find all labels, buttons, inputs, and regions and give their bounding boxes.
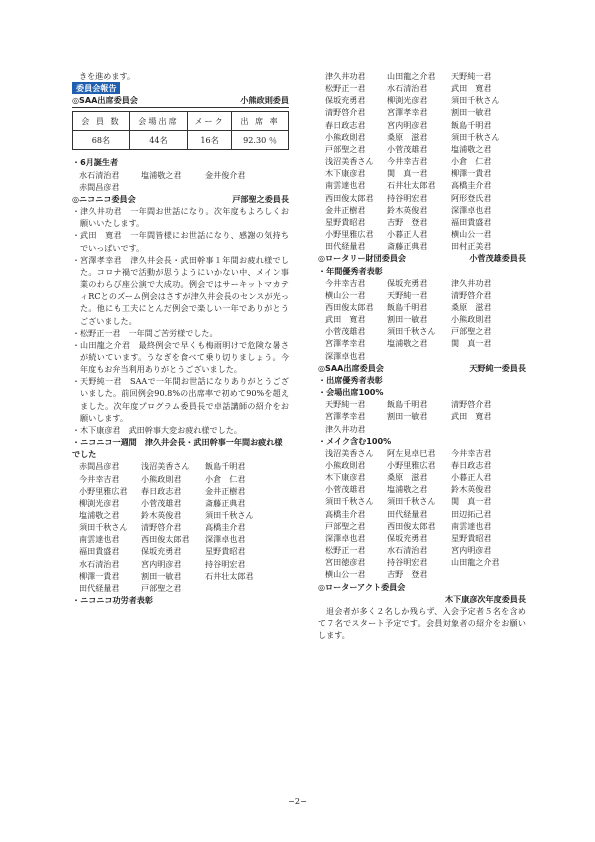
- member-name: 割田一敏君: [387, 411, 428, 422]
- rotary-names: [318, 277, 526, 362]
- member-name: 福田貴盛君: [79, 546, 120, 557]
- member-name: 塩浦敬之君: [387, 484, 428, 495]
- member-name: 浅沼美香さん: [325, 156, 374, 167]
- member-name: 小暮正人君: [387, 229, 428, 240]
- member-name: 今井幸吉君: [325, 277, 366, 288]
- bullet-dot: ・: [72, 254, 81, 265]
- member-name: 鈴木英俊君: [141, 510, 182, 520]
- member-name: 天野純一君: [387, 289, 428, 300]
- nikoniko-chair: 戸部聖之委員長: [232, 193, 289, 204]
- member-name: 宮田徳彦君: [325, 557, 366, 568]
- member-name: 保坂充勇君: [387, 277, 428, 288]
- comment-item: [72, 375, 289, 424]
- attendance-header-cell: 会場出席: [129, 112, 187, 131]
- comment-text: 天野純一君 SAAで一年間お世話になりありがとうございました。前回例会90.8%の出席率で初めて90%を超えました。次年度プログラム委員長で卓話講師の紹介をお願いします。: [80, 376, 289, 423]
- member-name: 桑原 滋君: [387, 131, 428, 142]
- week-names: [72, 460, 289, 594]
- member-name: [387, 423, 451, 435]
- member-name: 木下康彦君: [325, 168, 366, 179]
- member-name: 吉野 登君: [387, 569, 428, 580]
- attendance-header-cell: メーク: [188, 112, 232, 131]
- bullet-dot: ・: [72, 206, 81, 217]
- rotaract-chair: 木下康彦次年度委員長: [445, 593, 526, 604]
- member-name: [387, 350, 451, 362]
- member-name: 松野正一君: [325, 83, 366, 94]
- member-name: [451, 350, 526, 362]
- member-name: 田村正美君: [451, 241, 492, 252]
- rotaract-text: 退会者が多く２名しか残らず、入会予定者５名を含めて７名でスタート予定です。会員対象者の紹介をお願いします。: [318, 605, 526, 641]
- member-name: 持谷明宏君: [387, 557, 428, 568]
- member-name: 水石清治君: [387, 83, 428, 94]
- attendance-value-cell: 68名: [73, 131, 130, 150]
- member-name: 持谷明宏君: [387, 192, 428, 203]
- member-name: 宮澤孝幸君: [387, 107, 428, 118]
- attendance-header-row: [73, 112, 289, 131]
- attendance-value-cell: 16名: [188, 131, 232, 150]
- saa2-names2: [318, 447, 526, 581]
- member-name: 田代経量君: [79, 582, 120, 593]
- member-name: 星野貴昭君: [325, 216, 366, 227]
- member-name: 鈴木英俊君: [387, 204, 428, 215]
- member-name: 福田貴盛君: [451, 216, 492, 227]
- member-name: 春日政志君: [451, 460, 492, 470]
- member-name: 小菅茂雄君: [387, 143, 428, 154]
- member-name: 赤間昌彦君: [79, 461, 120, 472]
- member-name: 清野啓介君: [451, 289, 492, 300]
- member-name: 吉野 登君: [387, 216, 428, 227]
- section-tag-wrap: [72, 82, 289, 94]
- comment-text: 山田龍之介君 最終例会で早くも梅雨明けで危険な暑さが続いています。うなぎを食べて乗り切りましょう。今年度もお弁当利用ありがとうございました。: [80, 339, 289, 375]
- member-name: 石井壮太郎君: [205, 570, 254, 581]
- attendance-value-row: [73, 131, 289, 150]
- member-name: 保坂充勇君: [387, 532, 428, 543]
- comment-item: [72, 254, 289, 327]
- member-name: 西田俊太郎君: [141, 534, 190, 545]
- member-name: 今井幸吉君: [451, 447, 492, 458]
- comment-item: [72, 327, 289, 339]
- saa-attendance-chair: 小熊政則委員: [240, 95, 289, 106]
- member-name: 武田 寛君: [451, 411, 492, 422]
- member-name: 小熊政則君: [325, 131, 366, 142]
- rotary-sub: ・年間優秀者表彰: [318, 265, 383, 276]
- member-name: 星野貴昭君: [451, 532, 492, 543]
- member-name: 天野純一君: [325, 399, 366, 410]
- comment-item: [72, 229, 289, 253]
- member-name: 桑原 滋君: [451, 301, 492, 312]
- member-name: 深澤卓也君: [451, 204, 492, 215]
- left-column: [72, 70, 289, 606]
- saa2-chair: 天野純一委員長: [469, 362, 526, 373]
- member-name: 津久井功君: [451, 277, 492, 288]
- member-name: 松野正一君: [325, 545, 366, 556]
- member-name: 清野啓介君: [451, 399, 492, 410]
- member-name: 飯島千明君: [451, 119, 492, 130]
- attendance-header-cell: 出 席 率: [232, 112, 289, 131]
- bullet-dot: ・: [72, 327, 81, 338]
- comment-text: 松野正一君 一年間ご苦労様でした。: [80, 327, 218, 338]
- member-name: 須田千秋さん: [451, 95, 500, 106]
- member-name: 天野純一君: [451, 71, 492, 81]
- saa2-header: [318, 362, 526, 374]
- page-number: −2−: [288, 796, 307, 806]
- saa2-names1: [318, 398, 526, 434]
- member-name: 小熊政則君: [325, 460, 366, 470]
- member-name: 柳澤一貴君: [79, 570, 120, 581]
- member-name: 阿左見卓巳君: [387, 447, 436, 458]
- birthday-names: [72, 169, 289, 193]
- member-name: 関 真一君: [387, 168, 428, 179]
- member-name: 今井幸吉君: [387, 156, 428, 167]
- member-name: 鈴木英俊君: [451, 484, 492, 495]
- member-name: 高橋圭介君: [205, 522, 246, 533]
- member-name: 小熊政則君: [451, 314, 492, 325]
- member-name: 小菅茂雄君: [325, 484, 366, 495]
- member-name: 斎藤正典君: [387, 241, 428, 252]
- member-name: 武田 寛君: [451, 83, 492, 94]
- member-name: 持谷明宏君: [205, 558, 246, 569]
- member-name: 南雲達也君: [451, 520, 492, 531]
- member-name: 柳澤一貴君: [451, 168, 492, 179]
- member-name: 小熊政則君: [141, 473, 182, 484]
- member-name: 飯島千明君: [205, 461, 246, 472]
- member-name: 春日政志君: [141, 485, 182, 496]
- committee-report-tag: 委員会報告: [72, 82, 120, 94]
- member-name: 深澤卓也君: [205, 534, 246, 545]
- rotary-header: [318, 252, 526, 264]
- comment-item: [72, 424, 289, 436]
- rotary-title: ◎ロータリー財団委員会: [318, 253, 407, 264]
- member-name: 宮澤孝幸君: [325, 411, 366, 422]
- member-name: 飯島千明君: [387, 301, 428, 312]
- member-name: 須田千秋さん: [387, 326, 436, 337]
- bullet-dot: ・: [72, 376, 81, 387]
- intro-text: きを進めます。: [79, 71, 136, 81]
- member-name: 戸部聖之君: [325, 143, 366, 154]
- member-name: 小菅茂雄君: [141, 497, 182, 508]
- saa-divider: [72, 107, 289, 108]
- bullet-dot: ・: [72, 424, 81, 435]
- member-name: 塩浦敬之君: [141, 169, 182, 180]
- member-name: 浅沼美香さん: [141, 461, 190, 472]
- member-name: 浅沼美香さん: [325, 447, 374, 458]
- member-name: 関 真一君: [451, 496, 492, 507]
- member-name: 金井俊介君: [205, 169, 246, 180]
- member-name: 山田龍之介君: [451, 557, 500, 568]
- member-name: 塩浦敬之君: [451, 143, 492, 154]
- rotaract-chair-row: [318, 593, 526, 605]
- member-name: 小暮正人君: [451, 472, 492, 483]
- member-name: 石井壮太郎君: [387, 180, 436, 191]
- attendance-value-cell: 44名: [129, 131, 187, 150]
- comment-text: 木下康彦君 武田幹事大変お疲れ様でした。: [80, 424, 242, 435]
- member-name: 深澤卓也君: [325, 350, 366, 361]
- member-name: 須田千秋さん: [387, 496, 436, 507]
- member-name: 金井正樹君: [325, 204, 366, 215]
- saa2-sub2: ・会場出席100%: [318, 387, 384, 398]
- member-name: 津久井功君: [325, 423, 366, 434]
- member-name: 深澤卓也君: [325, 532, 366, 543]
- member-name: 横山公一君: [325, 289, 366, 300]
- member-name: 宮澤孝幸君: [325, 338, 366, 349]
- saa-attendance-header: [72, 94, 289, 106]
- rotaract-title: ◎ローターアクト委員会: [318, 581, 406, 592]
- saa-attendance-title: ◎SAA出席委員会: [72, 95, 138, 106]
- member-name: 小野里雅広君: [387, 460, 436, 470]
- member-name: 須田千秋さん: [205, 510, 254, 520]
- member-name: 横山公一君: [451, 229, 492, 240]
- member-name: 宮内明彦君: [141, 558, 182, 569]
- member-name: [205, 582, 289, 594]
- nikoniko-items: [72, 205, 289, 436]
- member-name: 斎藤正典君: [205, 497, 246, 508]
- member-name: 小倉 仁君: [451, 156, 492, 167]
- member-name: 保坂充勇君: [141, 546, 182, 557]
- nikoniko-title: ◎ニコニコ委員会: [72, 193, 136, 204]
- member-name: 木下康彦君: [325, 472, 366, 483]
- nikoniko-header: [72, 193, 289, 205]
- member-name: 西田俊太郎君: [387, 520, 436, 531]
- member-name: 小倉 仁君: [205, 473, 246, 484]
- member-name: 高橋圭介君: [325, 508, 366, 519]
- attendance-table: [72, 111, 289, 150]
- member-name: 横山公一君: [325, 569, 366, 580]
- kourou-title: ・ニコニコ功労者表彰: [72, 595, 153, 606]
- comment-text: 宮澤孝幸君 津久井会長・武田幹事１年間お疲れ様でした。コロナ禍で活動が思うようにいかない中、メイン事業のわらび座公演で大成功。例会ではサーキットマカティRCとのズーム例会はさすが津久井会長のセンスが光った。他にも工夫にとんだ例会で楽しい一年でありがとうございました。: [80, 254, 289, 326]
- kourou-names: [318, 70, 526, 252]
- member-name: 田代経量君: [325, 241, 366, 252]
- member-name: 赤間昌彦君: [79, 181, 120, 192]
- member-name: 須田千秋さん: [325, 496, 374, 507]
- member-name: 津久井功君: [325, 71, 366, 81]
- member-name: [451, 423, 526, 435]
- member-name: 小野里雅広君: [325, 229, 374, 240]
- attendance-value-cell: 92.30 ％: [232, 131, 289, 150]
- comment-item: [72, 205, 289, 229]
- member-name: 水石清治君: [79, 558, 120, 569]
- saa2-sub1: ・出席優秀者表彰: [318, 374, 383, 385]
- member-name: 戸部聖之君: [325, 520, 366, 531]
- member-name: 春日政志君: [325, 119, 366, 130]
- member-name: 清野啓介君: [141, 522, 182, 533]
- rotary-chair: 小菅茂雄委員長: [469, 253, 526, 264]
- comment-item: [72, 339, 289, 375]
- member-name: 清野啓介君: [325, 107, 366, 118]
- member-name: 武田 寛君: [325, 314, 366, 325]
- bullet-dot: ・: [72, 230, 81, 241]
- member-name: 宮内明彦君: [387, 119, 428, 130]
- member-name: 金井正樹君: [205, 485, 246, 496]
- member-name: 水石清治君: [79, 169, 120, 180]
- right-column: [318, 70, 526, 641]
- member-name: 阿形登氏君: [451, 192, 492, 203]
- member-name: 西田俊太郎君: [325, 192, 374, 203]
- member-name: 小菅茂雄君: [325, 326, 366, 337]
- member-name: 桑原 滋君: [387, 472, 428, 483]
- member-name: 南雲達也君: [325, 180, 366, 191]
- member-name: 山田龍之介君: [387, 71, 436, 81]
- member-name: 関 真一君: [451, 338, 492, 349]
- birthday-title: ・6月誕生者: [72, 157, 119, 168]
- member-name: 割田一敏君: [451, 107, 492, 118]
- member-name: 塩浦敬之君: [79, 510, 120, 520]
- member-name: 保坂充勇君: [325, 95, 366, 106]
- week-title: ・ニコニコ一週間 津久井会長・武田幹事一年間お疲れ様でした: [72, 437, 283, 460]
- member-name: 塩浦敬之君: [387, 338, 428, 349]
- member-name: [451, 568, 526, 580]
- member-name: 戸部聖之君: [141, 582, 182, 593]
- member-name: 水石清治君: [387, 545, 428, 556]
- member-name: 柳渕光彦君: [387, 95, 428, 106]
- member-name: 田辺拓己君: [451, 508, 492, 519]
- member-name: 須田千秋さん: [451, 131, 500, 142]
- saa2-sub3: ・メイク含む100%: [318, 435, 392, 446]
- member-name: 今井幸吉君: [79, 473, 120, 484]
- attendance-header-cell: 会 員 数: [73, 112, 130, 131]
- member-name: 戸部聖之君: [451, 326, 492, 337]
- member-name: 柳渕光彦君: [79, 497, 120, 508]
- member-name: 割田一敏君: [141, 570, 182, 581]
- member-name: 須田千秋さん: [79, 522, 128, 533]
- rotaract-header: [318, 581, 526, 593]
- member-name: 高橋圭介君: [451, 180, 492, 191]
- member-name: 星野貴昭君: [205, 546, 246, 557]
- comment-text: 武田 寛君 一年間皆様にお世話になり、感謝の気持ちでいっぱいです。: [80, 230, 289, 253]
- member-name: 飯島千明君: [387, 399, 428, 410]
- saa2-title: ◎SAA出席委員会: [318, 362, 384, 373]
- member-name: 南雲達也君: [79, 534, 120, 545]
- comment-text: 津久井功君 一年間お世話になり。次年度もよろしくお願いいたします。: [80, 206, 289, 229]
- member-name: 割田一敏君: [387, 314, 428, 325]
- member-name: 小野里雅広君: [79, 485, 128, 496]
- member-name: 田代経量君: [387, 508, 428, 519]
- bullet-dot: ・: [72, 339, 81, 350]
- member-name: 宮内明彦君: [451, 545, 492, 556]
- member-name: 西田俊太郎君: [325, 301, 374, 312]
